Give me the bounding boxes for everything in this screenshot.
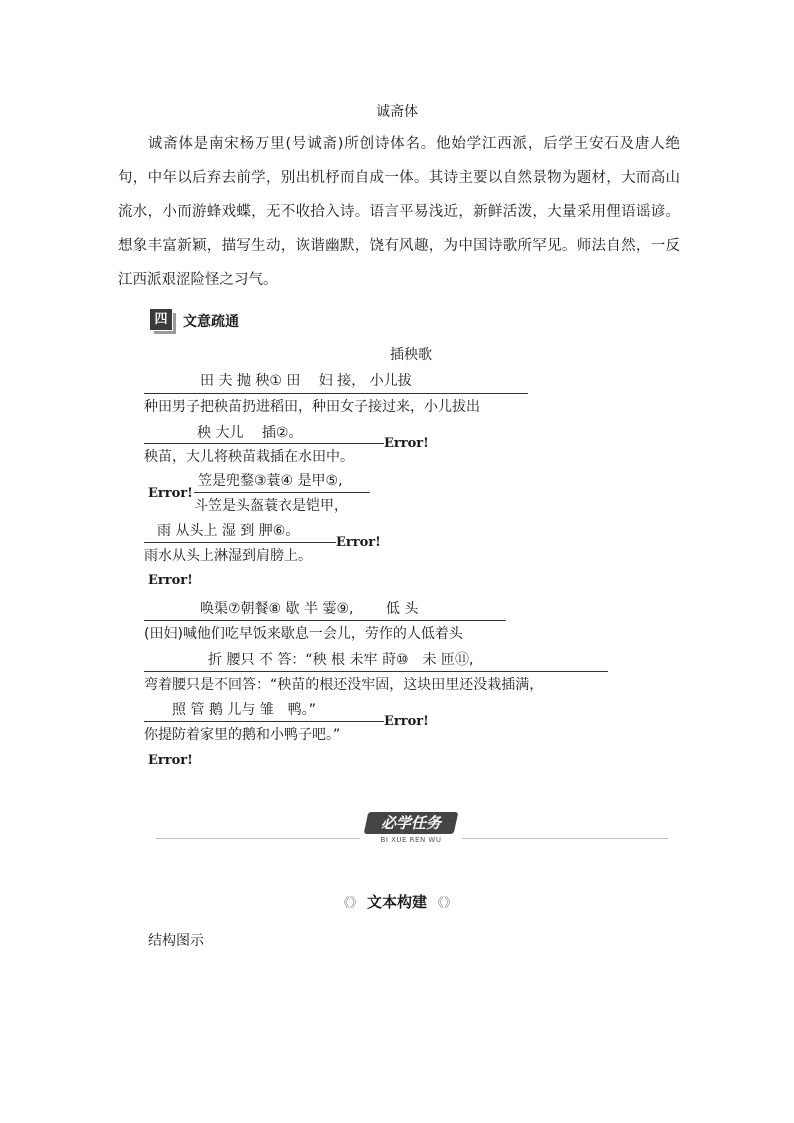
task-badge-title: 必学任务	[380, 814, 441, 832]
error-marker-4: Error!	[148, 573, 193, 588]
gloss-line-3: 斗笠是头盔蓑衣是铠甲，	[194, 498, 348, 514]
divider-line-4	[144, 542, 336, 543]
double-chevron-right-icon: 《》	[431, 896, 458, 911]
structure-diagram-label: 结构图示	[148, 933, 204, 949]
divider-line-3	[194, 492, 370, 493]
poem-line-2: 秧 大儿 插②。	[197, 425, 303, 441]
intro-paragraph	[118, 127, 680, 297]
poem-line-5: 唤渠⑦朝餐⑧ 歇 半 霎⑨, 低 头	[200, 601, 419, 617]
text-build-heading	[0, 891, 794, 912]
poem-line-1: 田 夫 抛 秧① 田 妇 接， 小儿拔	[200, 373, 412, 389]
task-divider-left	[156, 838, 360, 839]
gloss-line-7: 你提防着家里的鹅和小鸭子吧。”	[144, 727, 341, 743]
error-marker-3: Error!	[336, 535, 381, 550]
poem-line-7: 照 管 鹅 儿与 雏 鸭。”	[172, 702, 317, 718]
divider-line-1	[144, 393, 528, 394]
section-number-badge: 四	[150, 309, 172, 330]
section-title: 文意疏通	[183, 314, 239, 330]
page-heading: 诚斋体	[376, 104, 418, 120]
error-marker-2: Error!	[148, 486, 193, 501]
double-chevron-left-icon: 《》	[336, 896, 363, 911]
gloss-line-6: 弯着腰只是不回答：“秧苗的根还没牢固，这块田里还没栽插满，	[144, 677, 544, 693]
divider-line-7	[144, 721, 384, 722]
poem-line-3: 笠是兜鍪③蓑④ 是甲⑤,	[198, 473, 343, 489]
poem-line-4: 雨 从头上 湿 到 胛⑥。	[157, 523, 300, 539]
poem-line-6: 折 腰只 不 答：“秧 根 未牢 莳⑩ 未 匝⑪,	[208, 652, 474, 668]
error-marker-1: Error!	[384, 436, 429, 451]
intro-paragraph-text: 诚斋体是南宋杨万里(号诚斋)所创诗体名。他始学江西派，后学王安石及唐人绝句，中年以后弃去前学，别出机杼而自成一体。其诗主要以自然景物为题材，大而高山流水，小而游蜂戏蝶，无不收拾入诗。语言平易浅近，新鲜活泼，大量采用俚语谣谚。想象丰富新颖，描写生动，诙谐幽默，饶有风趣，为中国诗歌所罕见。师法自然，一反江西派艰涩险怪之习气。	[118, 136, 680, 288]
text-build-title: 文本构建	[366, 893, 427, 911]
gloss-line-5: (田妇)喊他们吃早饭来歇息一会儿，劳作的人低着头	[144, 626, 463, 642]
divider-line-2	[144, 443, 384, 444]
divider-line-6	[144, 671, 608, 672]
poem-title: 插秧歌	[390, 347, 432, 363]
error-marker-5: Error!	[384, 714, 429, 729]
gloss-line-2: 秧苗，大儿将秧苗栽插在水田中。	[144, 449, 354, 465]
gloss-line-4: 雨水从头上淋湿到肩膀上。	[144, 548, 312, 564]
divider-line-5	[144, 620, 506, 621]
task-badge-subtitle: BI XUE REN WU	[380, 836, 442, 844]
error-marker-6: Error!	[148, 753, 193, 768]
gloss-line-1: 种田男子把秧苗扔进稻田，种田女子接过来，小儿拔出	[144, 399, 480, 415]
task-divider-right	[462, 838, 668, 839]
